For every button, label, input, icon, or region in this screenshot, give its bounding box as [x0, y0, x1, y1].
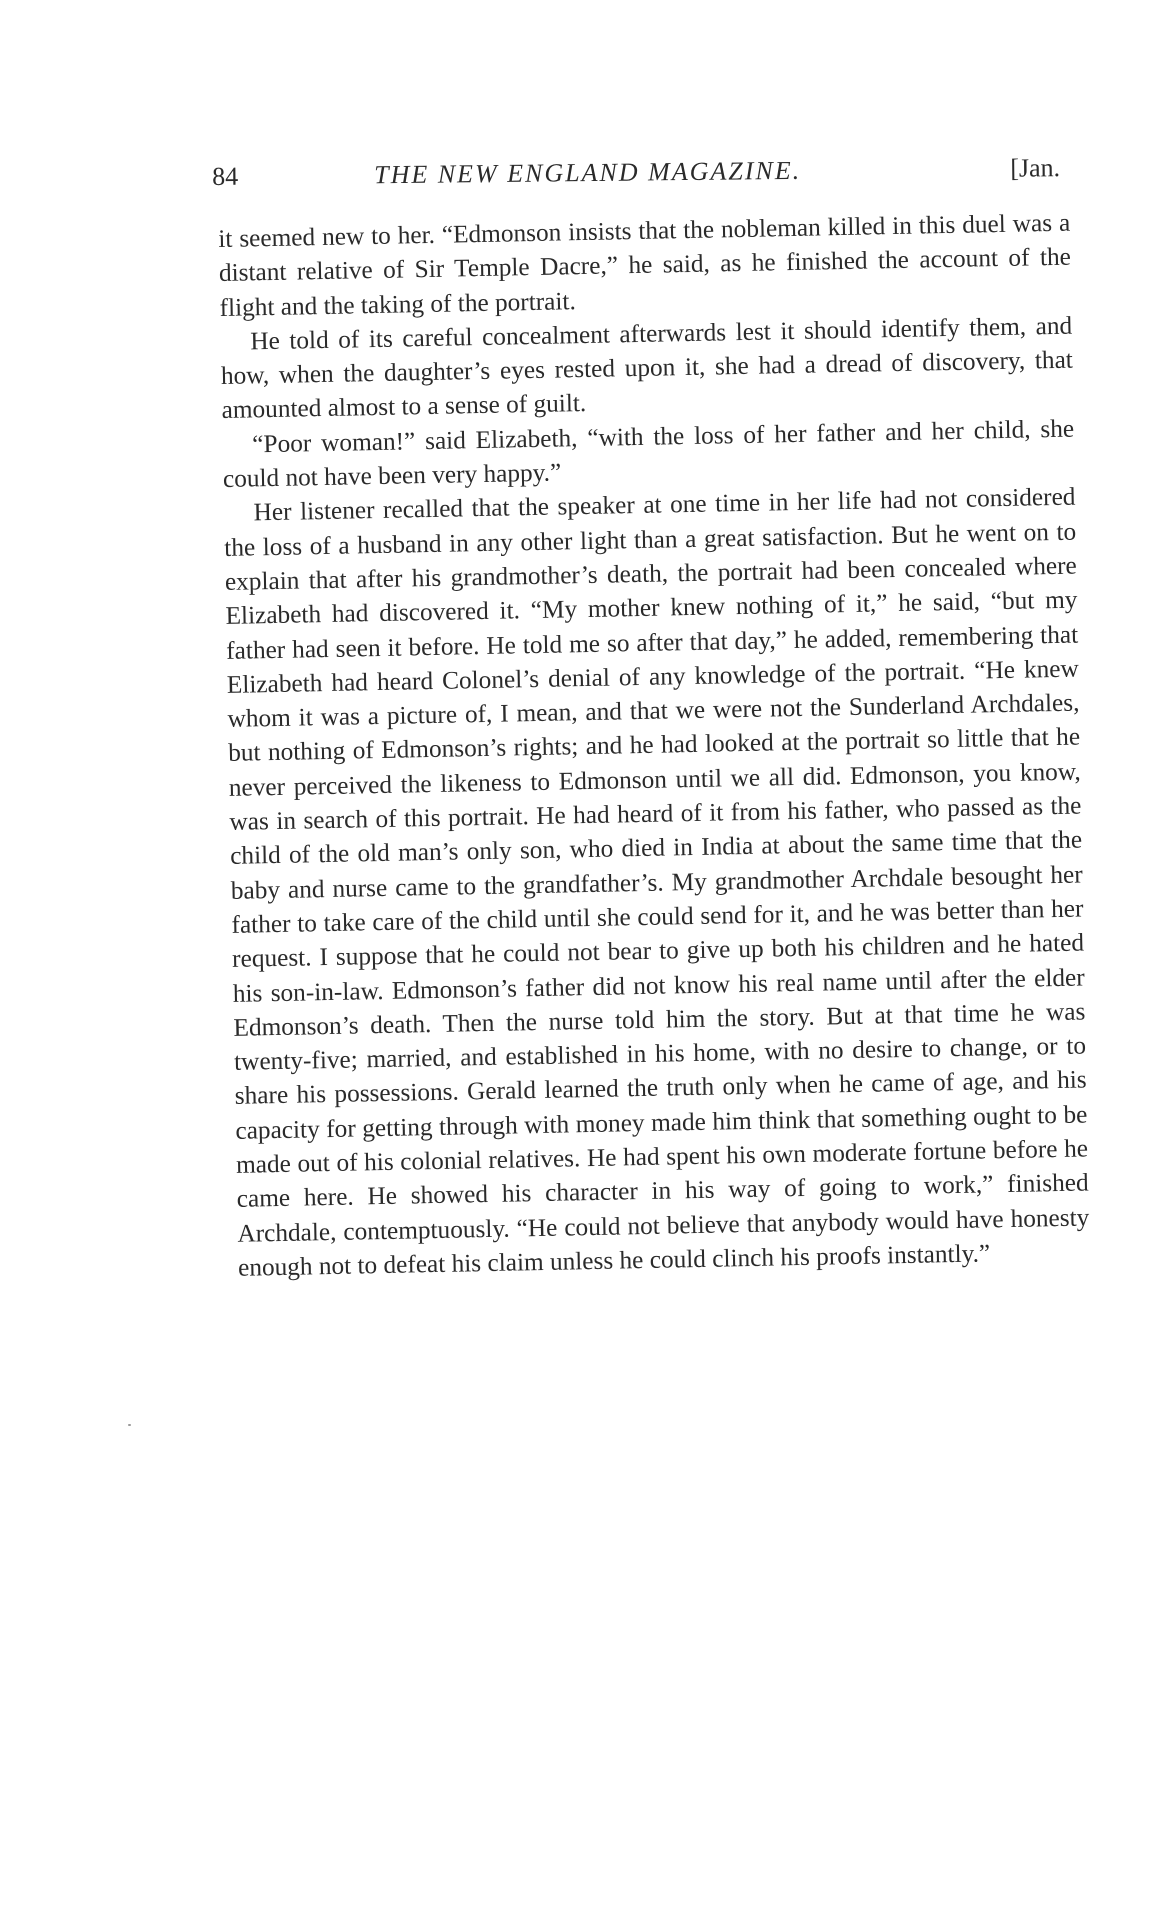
page-number: 84	[212, 161, 239, 191]
scan-speck	[128, 1424, 131, 1426]
running-header	[212, 153, 1060, 202]
body-text	[218, 206, 1090, 1285]
paragraph-continued: it seemed new to her. “Edmonson insists that the nobleman killed in this duel was a distant relative of Sir Temple Dacre,” he said, as he finished the account of the flight and the taking of the portrait.	[218, 208, 1072, 322]
paragraph: “Poor woman!” said Elizabeth, “with the loss of her father and her child, she could not have been very happy.”	[222, 414, 1075, 494]
issue-month: [Jan.	[1010, 153, 1061, 183]
paragraph: Her listener recalled that the speaker at one time in her life had not considered the loss of a husband in any other light than a great satisfaction. But he went on to explain that after his grandmother’s death, the portrait had been concealed where Elizabeth had discovered it. “My mother knew nothing of it,” he said, “but my father had seen it before. He told me so after that day,” he added, remembering that Elizabeth had heard Colonel’s denial of any knowledge of the portrait. “He knew whom it was a picture of, I mean, and that we were not the Sunderland Archdales, but nothing of Edmonson’s rights; and he had looked at the portrait so little that he never perceived the likeness to Edmonson until we all did. Edmonson, you know, was in search of this portrait. He had heard of it from his father, who passed as the child of the old man’s only son, who died in India at about the same time that the baby and nurse came to the grandfather’s. My grandmother Archdale besought her father to take care of the child until she could send for it, and he was better than her request. I suppose that he could not bear to give up both his children and he hated his son-in-law. Edmonson’s father did not know his real name until after the elder Edmonson’s death. Then the nurse told him the story. But at that time he was twenty-five; married, and established in his home, with no desire to change, or to share his possessions. Gerald learned the truth only when he came of age, and his capacity for getting through with money made him think that something ought to be made out of his colonial relatives. He had spent his own moderate fortune before he came here. He showed his character in his way of going to work,” finished Archdale, contemptuously. “He could not believe that anybody would have honesty enough not to defeat his claim unless he could clinch his proofs instantly.”	[223, 482, 1090, 1282]
paragraph: He told of its careful concealment afterwards lest it should identify them, and how, when the daughter’s eyes rested upon it, she had a dread of discovery, that amounted almost to a sense of guilt.	[220, 311, 1074, 425]
journal-title: THE NEW ENGLAND MAGAZINE.	[373, 155, 802, 190]
